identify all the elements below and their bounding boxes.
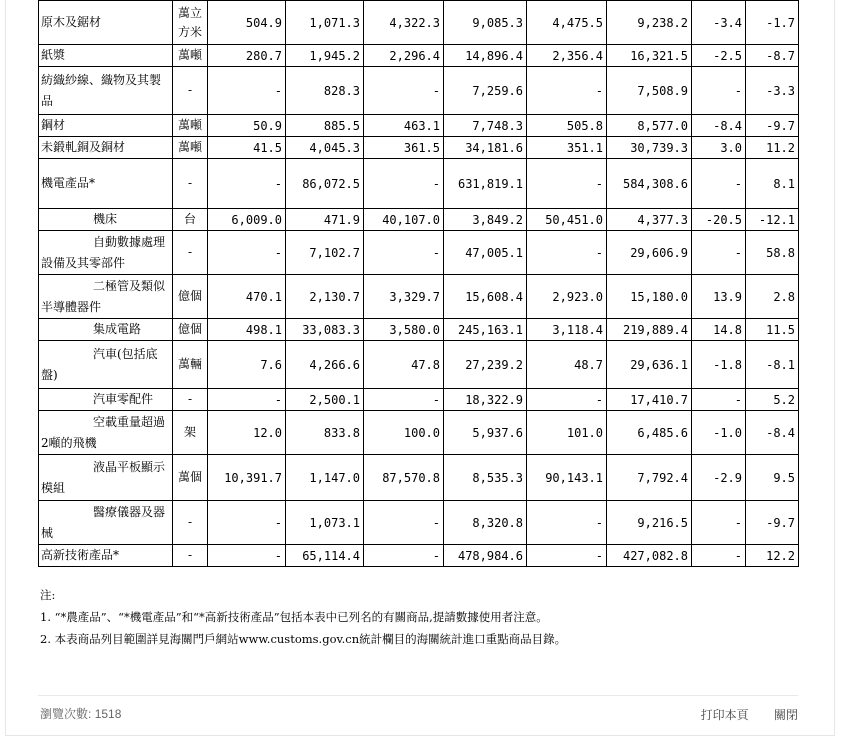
value-cell: 17,410.7 (607, 389, 692, 411)
commodity-name: 汽車(包括底盤) (39, 341, 173, 389)
unit-cell: - (173, 231, 208, 275)
commodity-name: 空載重量超過2噸的飛機 (39, 411, 173, 455)
value-cell: 8,320.8 (444, 501, 527, 545)
value-cell: - (527, 231, 607, 275)
value-cell: -8.4 (746, 411, 799, 455)
value-cell: - (692, 67, 746, 115)
value-cell: - (364, 231, 444, 275)
value-cell: 4,322.3 (364, 1, 444, 45)
value-cell: -8.7 (746, 45, 799, 67)
footer-divider (38, 695, 798, 696)
value-cell: 33,083.3 (286, 319, 364, 341)
value-cell: 245,163.1 (444, 319, 527, 341)
value-cell: 14.8 (692, 319, 746, 341)
notes-heading: 注: (40, 588, 56, 602)
view-counter-value: 1518 (94, 707, 122, 721)
value-cell: - (527, 389, 607, 411)
value-cell: 4,045.3 (286, 137, 364, 159)
value-cell: 3,118.4 (527, 319, 607, 341)
commodity-name: 汽車零配件 (39, 389, 173, 411)
unit-cell: - (173, 389, 208, 411)
value-cell: -9.7 (746, 501, 799, 545)
view-counter-label: 瀏覽次數: (40, 707, 92, 721)
value-cell: 1,945.2 (286, 45, 364, 67)
value-cell: 2,296.4 (364, 45, 444, 67)
value-cell: 12.0 (208, 411, 286, 455)
unit-cell: 萬噸 (173, 45, 208, 67)
commodity-name: 紡織紗線、織物及其製品 (39, 67, 173, 115)
commodity-name: 原木及鋸材 (39, 1, 173, 45)
value-cell: 1,073.1 (286, 501, 364, 545)
value-cell: 3,849.2 (444, 209, 527, 231)
value-cell: - (208, 159, 286, 209)
note-1: 1. “*農產品”、“*機電產品”和“*高新技術產品”包括本表中已列名的有關商品,提請數據使用者注意。 (40, 610, 548, 624)
commodity-name: 紙漿 (39, 45, 173, 67)
value-cell: 2.8 (746, 275, 799, 319)
close-page-link[interactable]: 關閉 (773, 708, 798, 722)
value-cell: 47.8 (364, 341, 444, 389)
unit-cell: 萬噸 (173, 115, 208, 137)
value-cell: 48.7 (527, 341, 607, 389)
value-cell: 219,889.4 (607, 319, 692, 341)
unit-cell: 億個 (173, 319, 208, 341)
value-cell: 2,923.0 (527, 275, 607, 319)
value-cell: 9,216.5 (607, 501, 692, 545)
value-cell: 40,107.0 (364, 209, 444, 231)
commodity-name: 自動數據處理設備及其零部件 (39, 231, 173, 275)
table-row (39, 501, 799, 545)
value-cell: 2,500.1 (286, 389, 364, 411)
value-cell: 27,239.2 (444, 341, 527, 389)
table-row (39, 209, 799, 231)
value-cell: - (527, 159, 607, 209)
unit-cell: 億個 (173, 275, 208, 319)
commodity-name: 液晶平板顯示模組 (39, 455, 173, 501)
value-cell: - (692, 501, 746, 545)
value-cell: 4,377.3 (607, 209, 692, 231)
value-cell: -9.7 (746, 115, 799, 137)
value-cell: - (692, 389, 746, 411)
view-counter (40, 705, 121, 722)
value-cell: 6,009.0 (208, 209, 286, 231)
value-cell: 101.0 (527, 411, 607, 455)
value-cell: 1,147.0 (286, 455, 364, 501)
value-cell: - (527, 501, 607, 545)
note-2: 2. 本表商品列目範圍詳見海關門戶網站www.customs.gov.cn統計欄目的海關統計進口重點商品目錄。 (40, 632, 567, 646)
value-cell: 504.9 (208, 1, 286, 45)
value-cell: 498.1 (208, 319, 286, 341)
value-cell: - (692, 159, 746, 209)
value-cell: 15,608.4 (444, 275, 527, 319)
value-cell: - (208, 231, 286, 275)
value-cell: 885.5 (286, 115, 364, 137)
value-cell: 15,180.0 (607, 275, 692, 319)
value-cell: 29,606.9 (607, 231, 692, 275)
value-cell: 47,005.1 (444, 231, 527, 275)
value-cell: 427,082.8 (607, 545, 692, 567)
value-cell: 828.3 (286, 67, 364, 115)
value-cell: 50.9 (208, 115, 286, 137)
value-cell: 3,580.0 (364, 319, 444, 341)
unit-cell: - (173, 67, 208, 115)
value-cell: -1.8 (692, 341, 746, 389)
value-cell: -8.4 (692, 115, 746, 137)
value-cell: 505.8 (527, 115, 607, 137)
value-cell: 29,636.1 (607, 341, 692, 389)
value-cell: 631,819.1 (444, 159, 527, 209)
value-cell: 65,114.4 (286, 545, 364, 567)
value-cell: -3.3 (746, 67, 799, 115)
value-cell: 478,984.6 (444, 545, 527, 567)
value-cell: 7,508.9 (607, 67, 692, 115)
value-cell: -12.1 (746, 209, 799, 231)
value-cell: 8,535.3 (444, 455, 527, 501)
unit-cell: - (173, 545, 208, 567)
table-row (39, 341, 799, 389)
commodity-name: 高新技術產品* (39, 545, 173, 567)
value-cell: 30,739.3 (607, 137, 692, 159)
value-cell: 584,308.6 (607, 159, 692, 209)
value-cell: 87,570.8 (364, 455, 444, 501)
value-cell: 1,071.3 (286, 1, 364, 45)
value-cell: - (208, 389, 286, 411)
unit-cell: 台 (173, 209, 208, 231)
table-row (39, 159, 799, 209)
value-cell: 16,321.5 (607, 45, 692, 67)
table-row (39, 115, 799, 137)
value-cell: 18,322.9 (444, 389, 527, 411)
value-cell: 3,329.7 (364, 275, 444, 319)
value-cell: - (527, 67, 607, 115)
value-cell: 13.9 (692, 275, 746, 319)
value-cell: -2.5 (692, 45, 746, 67)
table-row (39, 45, 799, 67)
value-cell: - (364, 389, 444, 411)
value-cell: 86,072.5 (286, 159, 364, 209)
value-cell: 7,748.3 (444, 115, 527, 137)
unit-cell: - (173, 501, 208, 545)
value-cell: 50,451.0 (527, 209, 607, 231)
value-cell: 12.2 (746, 545, 799, 567)
table-row (39, 1, 799, 45)
table-row (39, 137, 799, 159)
value-cell: 7,792.4 (607, 455, 692, 501)
value-cell: 14,896.4 (444, 45, 527, 67)
print-page-link[interactable]: 打印本頁 (700, 708, 749, 722)
value-cell: - (527, 545, 607, 567)
table-row (39, 389, 799, 411)
value-cell: - (692, 545, 746, 567)
commodity-name: 集成電路 (39, 319, 173, 341)
table-row (39, 231, 799, 275)
unit-cell: 萬立方米 (173, 1, 208, 45)
value-cell: 4,475.5 (527, 1, 607, 45)
unit-cell: 萬個 (173, 455, 208, 501)
value-cell: 351.1 (527, 137, 607, 159)
value-cell: 3.0 (692, 137, 746, 159)
commodity-name: 機電產品* (39, 159, 173, 209)
table-row (39, 67, 799, 115)
value-cell: 9,085.3 (444, 1, 527, 45)
notes-section (40, 584, 566, 650)
value-cell: 280.7 (208, 45, 286, 67)
table-row (39, 545, 799, 567)
value-cell: 6,485.6 (607, 411, 692, 455)
value-cell: -2.9 (692, 455, 746, 501)
commodity-name: 二極管及類似半導體器件 (39, 275, 173, 319)
value-cell: 2,130.7 (286, 275, 364, 319)
value-cell: -20.5 (692, 209, 746, 231)
value-cell: 9.5 (746, 455, 799, 501)
unit-cell: 萬噸 (173, 137, 208, 159)
table-row (39, 455, 799, 501)
value-cell: - (364, 501, 444, 545)
table-row (39, 411, 799, 455)
import-commodities-table (38, 0, 799, 567)
value-cell: 7,102.7 (286, 231, 364, 275)
value-cell: 4,266.6 (286, 341, 364, 389)
value-cell: 8.1 (746, 159, 799, 209)
commodity-name: 未鍛軋銅及銅材 (39, 137, 173, 159)
value-cell: 361.5 (364, 137, 444, 159)
value-cell: 833.8 (286, 411, 364, 455)
value-cell: 463.1 (364, 115, 444, 137)
value-cell: 5.2 (746, 389, 799, 411)
value-cell: 10,391.7 (208, 455, 286, 501)
value-cell: - (208, 501, 286, 545)
value-cell: 11.5 (746, 319, 799, 341)
value-cell: 471.9 (286, 209, 364, 231)
value-cell: - (208, 545, 286, 567)
value-cell: 7,259.6 (444, 67, 527, 115)
value-cell: 8,577.0 (607, 115, 692, 137)
value-cell: 5,937.6 (444, 411, 527, 455)
value-cell: 7.6 (208, 341, 286, 389)
value-cell: - (364, 545, 444, 567)
value-cell: -3.4 (692, 1, 746, 45)
value-cell: 58.8 (746, 231, 799, 275)
value-cell: 90,143.1 (527, 455, 607, 501)
value-cell: 9,238.2 (607, 1, 692, 45)
unit-cell: 架 (173, 411, 208, 455)
commodity-name: 醫療儀器及器械 (39, 501, 173, 545)
value-cell: -1.0 (692, 411, 746, 455)
table-row (39, 275, 799, 319)
unit-cell: - (173, 159, 208, 209)
value-cell: 34,181.6 (444, 137, 527, 159)
commodity-name: 機床 (39, 209, 173, 231)
value-cell: - (692, 231, 746, 275)
value-cell: - (208, 67, 286, 115)
value-cell: 11.2 (746, 137, 799, 159)
value-cell: 470.1 (208, 275, 286, 319)
table-row (39, 319, 799, 341)
value-cell: -8.1 (746, 341, 799, 389)
value-cell: -1.7 (746, 1, 799, 45)
commodity-name: 鋼材 (39, 115, 173, 137)
value-cell: 41.5 (208, 137, 286, 159)
footer-actions (679, 706, 798, 723)
value-cell: - (364, 67, 444, 115)
value-cell: 100.0 (364, 411, 444, 455)
value-cell: 2,356.4 (527, 45, 607, 67)
value-cell: - (364, 159, 444, 209)
unit-cell: 萬輛 (173, 341, 208, 389)
